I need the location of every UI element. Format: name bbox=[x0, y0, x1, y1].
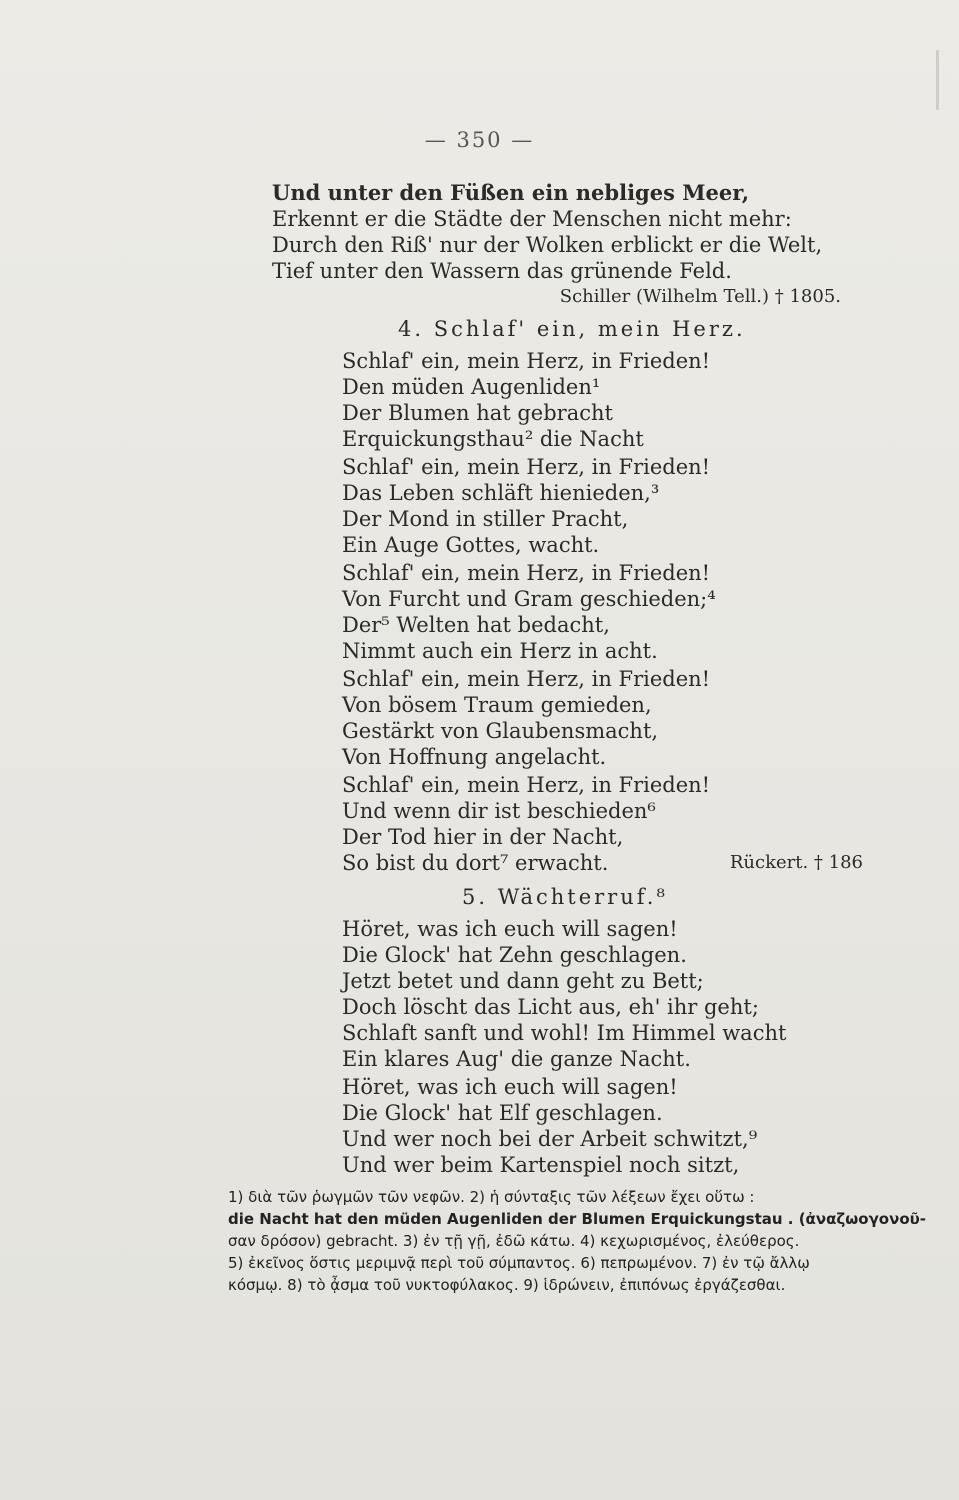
footnote-line: 1) διὰ τῶν ῥωγμῶν τῶν νεφῶν. 2) ἡ σύνταξις τῶν λέξεων ἔχει οὕτω : bbox=[228, 1188, 755, 1206]
footnote-line: die Nacht hat den müden Augenliden der Blumen Erquickungstau . (ἀναζωογονοῦ- bbox=[228, 1210, 926, 1228]
poem4-line: Ein Auge Gottes, wacht. bbox=[342, 533, 600, 557]
poem5-line: Und wer beim Kartenspiel noch sitzt, bbox=[342, 1153, 740, 1177]
poem5-line: Höret, was ich euch will sagen! bbox=[342, 1075, 678, 1099]
poem4-line: Schlaf' ein, mein Herz, in Frieden! bbox=[342, 561, 711, 585]
page-number: — 350 — bbox=[424, 128, 535, 152]
poem4-line: Der⁵ Welten hat bedacht, bbox=[342, 613, 610, 637]
prev-line-4: Tief unter den Wassern das grünende Feld. bbox=[272, 259, 732, 283]
poem5-line: Höret, was ich euch will sagen! bbox=[342, 917, 678, 941]
poem4-line: Schlaf' ein, mein Herz, in Frieden! bbox=[342, 349, 711, 373]
poem4-heading: 4. Schlaf' ein, mein Herz. bbox=[398, 317, 746, 341]
poem4-line: Der Mond in stiller Pracht, bbox=[342, 507, 629, 531]
margin-mark bbox=[936, 50, 939, 110]
poem4-line: Schlaf' ein, mein Herz, in Frieden! bbox=[342, 455, 711, 479]
footnote-line: σαν δρόσον) gebracht. 3) ἐν τῇ γῇ, ἐδῶ κάτω. 4) κεχωρισμένος, ἐλεύθερος. bbox=[228, 1232, 800, 1250]
poem4-line: Das Leben schläft hienieden,³ bbox=[342, 481, 660, 505]
footnote-line: κόσμῳ. 8) τὸ ᾆσμα τοῦ νυκτοφύλακος. 9) ἱδρώνειν, ἐπιπόνως ἐργάζεσθαι. bbox=[228, 1276, 786, 1294]
footnote-line: 5) ἐκεῖνος ὅστις μεριμνᾷ περὶ τοῦ σύμπαντος. 6) πεπρωμένον. 7) ἐν τῷ ἄλλῳ bbox=[228, 1254, 810, 1272]
poem4-line: Von Hoffnung angelacht. bbox=[342, 745, 607, 769]
prev-attribution: Schiller (Wilhelm Tell.) † 1805. bbox=[559, 286, 841, 307]
poem4-line: Von Furcht und Gram geschieden;⁴ bbox=[342, 587, 716, 611]
poem5-line: Und wer noch bei der Arbeit schwitzt,⁹ bbox=[342, 1127, 758, 1151]
prev-line-3: Durch den Riß' nur der Wolken erblickt er die Welt, bbox=[272, 233, 823, 257]
poem5-line: Doch löscht das Licht aus, eh' ihr geht; bbox=[342, 995, 759, 1019]
poem5-line: Die Glock' hat Elf geschlagen. bbox=[342, 1101, 663, 1125]
prev-line-2: Erkennt er die Städte der Menschen nicht mehr: bbox=[272, 207, 792, 231]
poem4-line: Nimmt auch ein Herz in acht. bbox=[342, 639, 658, 663]
poem4-line: Erquickungsthau² die Nacht bbox=[342, 427, 644, 451]
poem5-line: Die Glock' hat Zehn geschlagen. bbox=[342, 943, 687, 967]
poem4-line: Gestärkt von Glaubensmacht, bbox=[342, 719, 659, 743]
poem4-line: Von bösem Traum gemieden, bbox=[342, 693, 652, 717]
poem4-line: Und wenn dir ist beschieden⁶ bbox=[342, 799, 656, 823]
poem5-heading: 5. Wächterruf.⁸ bbox=[462, 885, 668, 909]
poem5-line: Ein klares Aug' die ganze Nacht. bbox=[342, 1047, 691, 1071]
poem4-line: Der Blumen hat gebracht bbox=[342, 401, 613, 425]
prev-line-1: Und unter den Füßen ein nebliges Meer, bbox=[272, 180, 750, 205]
poem4-line: Schlaf' ein, mein Herz, in Frieden! bbox=[342, 773, 711, 797]
poem4-line: Den müden Augenliden¹ bbox=[342, 375, 601, 399]
poem4-line: Der Tod hier in der Nacht, bbox=[342, 825, 624, 849]
poem4-attribution: Rückert. † 186 bbox=[729, 852, 863, 873]
poem5-line: Jetzt betet und dann geht zu Bett; bbox=[342, 969, 704, 993]
poem4-line: Schlaf' ein, mein Herz, in Frieden! bbox=[342, 667, 711, 691]
poem5-line: Schlaft sanft und wohl! Im Himmel wacht bbox=[342, 1021, 787, 1045]
poem4-line: So bist du dort⁷ erwacht. bbox=[342, 851, 609, 875]
